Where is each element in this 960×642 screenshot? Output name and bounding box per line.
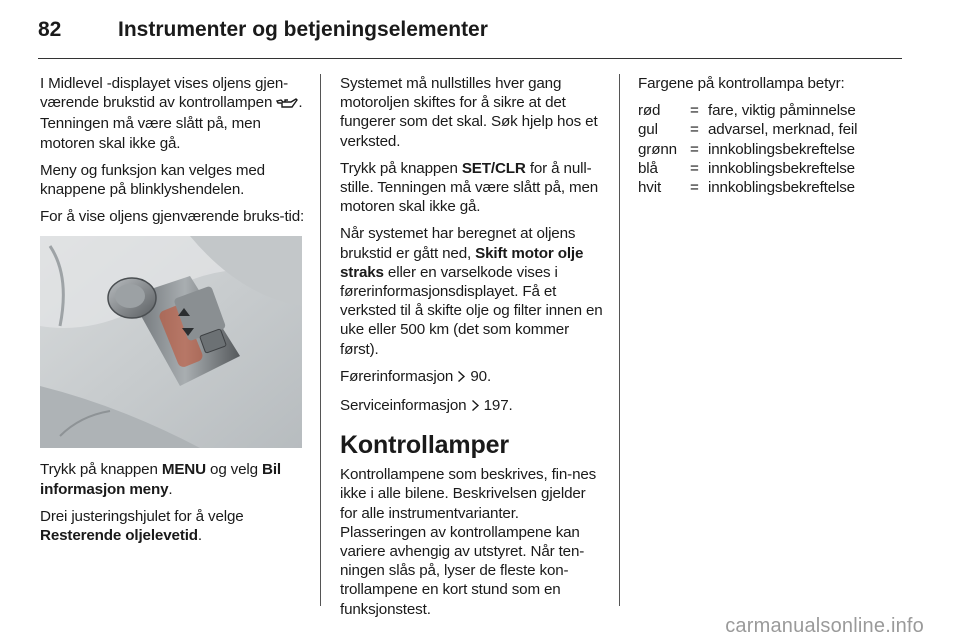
color-name: hvit [638, 179, 662, 197]
reference-driver-info[interactable]: Førerinformasjon 90. [340, 367, 605, 388]
paragraph-warning-lights: Kontrollampene som beskrives, fin-nes ikke i alle bilene. Beskrivelsen gjelder for alle instrumentvarianter. Plasseringen av kontrollampene kan variere avhengig av utstyret. Når ten-ningen slås på, lyser de fleste kon-trollampene en kort stund som en funksjonstest. [340, 466, 597, 618]
color-name: gul [638, 121, 658, 139]
table-row: blå = innkoblingsbekreftelse [638, 159, 857, 178]
color-meaning: innkoblingsbekreftelse [708, 159, 855, 177]
table-row: rød = fare, viktig påminnelse [638, 102, 856, 120]
column-1 [40, 74, 305, 553]
color-name: rød [638, 102, 661, 120]
paragraph-press-menu: Trykk på knappen MENU og velg Bil informasjon meny. [40, 461, 281, 498]
turn-signal-lever-illustration [40, 236, 302, 448]
paragraph-change-oil: Når systemet har beregnet at oljens brukstid er gått ned, Skift motor olje straks eller en varselkode vises i førerinformasjonsdisplayet. Få et verksted til å skifte olje og filter innen en uke eller 500 km (det som kommer først). [340, 225, 603, 358]
page-reference-arrow-icon [471, 398, 480, 417]
resterende-oljelevetid-label: Resterende oljelevetid [40, 527, 198, 545]
page-header [38, 14, 918, 48]
paragraph-turn-wheel: Drei justeringshjulet for å velge Resterende oljelevetid. [40, 507, 244, 545]
paragraph-show-oil-life: For å vise oljens gjenværende bruks-tid: [40, 208, 305, 226]
reference-service-info[interactable]: Serviceinformasjon 197. [340, 396, 605, 417]
paragraph-reset-system: Systemet må nullstilles hver gang motoroljen skiftes for å sikre at det fungerer som det skal. Søk hjelp hos et verksted. [340, 75, 598, 150]
skift-motor-olje-label: Skift motor olje straks [340, 244, 584, 281]
color-name: grønn [638, 140, 677, 158]
watermark-text: carmanualsonline.info [725, 615, 924, 637]
table-row: gul = advarsel, merknad, feil [638, 121, 858, 139]
paragraph-color-intro: Fargene på kontrollampa betyr: [638, 75, 845, 92]
oil-can-icon [276, 95, 298, 114]
table-row: grønn = innkoblingsbekreftelse [638, 140, 857, 159]
page-reference-arrow-icon [457, 369, 466, 388]
page-number: 82 [38, 18, 62, 41]
color-meaning: innkoblingsbekreftelse [708, 140, 855, 158]
paragraph-menu-select: Meny og funksjon kan velges med knappene på blinklyshendelen. [40, 161, 265, 199]
column-divider-1 [320, 74, 321, 606]
color-meaning: innkoblingsbekreftelse [708, 179, 855, 197]
table-row: hvit = innkoblingsbekreftelse [638, 178, 857, 197]
column-2 [340, 74, 605, 627]
paragraph-press-set-clr: Trykk på knappen SET/CLR for å null-stille. Tenningen må være slått på, men motoren skal ikke gå. [340, 159, 599, 216]
color-meaning: fare, viktig påminnelse [708, 102, 856, 120]
color-meaning: advarsel, merknad, feil [708, 121, 858, 139]
set-clr-button-label: SET/CLR [461, 159, 526, 177]
color-meaning-table [638, 101, 857, 197]
column-3 [638, 74, 903, 197]
section-heading-kontrollamper: Kontrollamper [340, 431, 509, 460]
paragraph-oil-life: I Midlevel -displayet vises oljens gjen-værende brukstid av kontrollampen . Tenningen må være slått på, men motoren skal ikke gå. [40, 75, 303, 152]
color-name: blå [638, 159, 658, 177]
header-divider [38, 58, 902, 59]
bil-informasjon-meny-label: Bil informasjon meny [40, 461, 281, 498]
menu-button-label: MENU [161, 461, 206, 479]
column-divider-2 [619, 74, 620, 606]
page-title: Instrumenter og betjeningselementer [118, 18, 488, 41]
